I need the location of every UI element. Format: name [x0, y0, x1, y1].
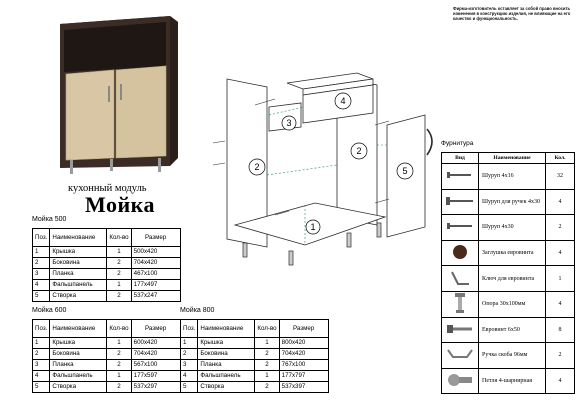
- table-row: [442, 266, 575, 292]
- fitting-name: Шуруп 4x30: [479, 215, 546, 241]
- fitting-name: Шуруп 4x16: [479, 164, 546, 190]
- cell: 500x420: [131, 247, 180, 258]
- cell: 1: [181, 338, 198, 349]
- fittings-table: [441, 152, 575, 394]
- table-row: [442, 317, 575, 343]
- fitting-qty: 2: [546, 215, 575, 241]
- cell: 537x297: [131, 382, 180, 393]
- cell: 2: [181, 349, 198, 360]
- screw-icon: [445, 169, 475, 181]
- cell: Планка: [50, 269, 107, 280]
- product-subtitle: кухонный модуль: [68, 183, 147, 194]
- cell: 704x420: [279, 349, 328, 360]
- table-row: [33, 247, 181, 258]
- col-name: Наименование: [50, 229, 107, 247]
- cell: 1: [107, 280, 131, 291]
- table-row: [442, 189, 575, 215]
- cell: 2: [107, 291, 131, 302]
- cell: 1: [33, 338, 50, 349]
- product-title: Мойка: [85, 192, 155, 217]
- cell: 177x797: [279, 371, 328, 382]
- cell: 2: [255, 349, 279, 360]
- hex-key-icon: [448, 268, 472, 288]
- cell: Створка: [198, 382, 255, 393]
- cell: 177x597: [131, 371, 180, 382]
- cell: 4: [33, 371, 50, 382]
- fitting-name: Шуруп для ручек 4x30: [479, 189, 546, 215]
- cell: Планка: [198, 360, 255, 371]
- fitting-name: Петля 4-шарнирная: [479, 368, 546, 394]
- cell: 1: [107, 338, 131, 349]
- cell: 3: [33, 360, 50, 371]
- col-size: Размер: [131, 320, 180, 338]
- table-row: [181, 371, 329, 382]
- cell: Крышка: [50, 338, 107, 349]
- table-row: [181, 349, 329, 360]
- fitting-qty: 8: [546, 317, 575, 343]
- table-row: [33, 291, 181, 302]
- cell: 2: [107, 382, 131, 393]
- cell: 5: [181, 382, 198, 393]
- callout-1-label: 1: [310, 222, 316, 232]
- table-row: [442, 343, 575, 369]
- fitting-qty: 32: [546, 164, 575, 190]
- table-row: [33, 382, 181, 393]
- table-row: [33, 360, 181, 371]
- table-row: [181, 338, 329, 349]
- cell: 537x247: [131, 291, 180, 302]
- cell: 1: [33, 247, 50, 258]
- fitting-name: Заглушка евровинта: [479, 240, 546, 266]
- cell: 800x420: [279, 338, 328, 349]
- col-name: Наименование: [479, 153, 546, 164]
- callout-5-label: 5: [402, 166, 408, 176]
- table-row: [33, 338, 181, 349]
- cell: Фальшпанель: [50, 371, 107, 382]
- cell: Боковина: [50, 349, 107, 360]
- table-row: [181, 382, 329, 393]
- fittings-title: Фурнитура: [441, 140, 474, 147]
- fitting-name: Ключ для евровинта: [479, 266, 546, 292]
- spec-caption-500: Мойка 500: [32, 216, 67, 223]
- cell: 3: [33, 269, 50, 280]
- cell: 537x397: [279, 382, 328, 393]
- cell: 600x420: [131, 338, 180, 349]
- disclaimer-text: Фирма-изготовитель оставляет за собой право вносить изменения в конструкцию изделия, не влияющие на его качество и функциональность.: [453, 6, 571, 22]
- spec-table-600: [32, 319, 181, 393]
- col-qty: Кол-во: [107, 320, 131, 338]
- cell: Фальшпанель: [198, 371, 255, 382]
- col-size: Размер: [131, 229, 180, 247]
- cell: 2: [255, 360, 279, 371]
- col-pos: Поз.: [33, 320, 50, 338]
- cell: Крышка: [198, 338, 255, 349]
- col-pos: Поз.: [181, 320, 198, 338]
- cell: Крышка: [50, 247, 107, 258]
- cell: 2: [107, 258, 131, 269]
- fitting-qty: 2: [546, 343, 575, 369]
- exploded-diagram: [205, 55, 440, 280]
- spec-caption-800: Мойка 800: [180, 307, 215, 314]
- table-row: [442, 291, 575, 317]
- screw-icon: [445, 220, 475, 232]
- fitting-name: Ручка скоба 96мм: [479, 343, 546, 369]
- callout-2-left-label: 2: [254, 162, 260, 172]
- cabinet-render: [50, 8, 190, 183]
- cell: 4: [181, 371, 198, 382]
- cell: 767x100: [279, 360, 328, 371]
- leg-icon: [450, 292, 470, 314]
- cell: 1: [255, 338, 279, 349]
- cell: 2: [107, 349, 131, 360]
- cell: Планка: [50, 360, 107, 371]
- col-qty: Кол-во: [107, 229, 131, 247]
- col-size: Размер: [279, 320, 328, 338]
- cell: Створка: [50, 291, 107, 302]
- callout-3-label: 3: [286, 118, 292, 128]
- spec-caption-600: Мойка 600: [32, 307, 67, 314]
- table-row: [33, 280, 181, 291]
- cell: 2: [33, 349, 50, 360]
- fitting-qty: 1: [546, 266, 575, 292]
- table-row: [33, 349, 181, 360]
- cell: Боковина: [198, 349, 255, 360]
- cell: Створка: [50, 382, 107, 393]
- fitting-qty: 4: [546, 291, 575, 317]
- cell: 1: [107, 371, 131, 382]
- cell: 177x497: [131, 280, 180, 291]
- table-row: [442, 215, 575, 241]
- cap-icon: [450, 242, 470, 262]
- fitting-name: Опора 30x100мм: [479, 291, 546, 317]
- cell: 1: [255, 371, 279, 382]
- table-row: [33, 371, 181, 382]
- spec-table-500: [32, 228, 181, 302]
- cell: 704x420: [131, 349, 180, 360]
- cell: 5: [33, 382, 50, 393]
- cell: 5: [33, 291, 50, 302]
- table-row: [181, 360, 329, 371]
- col-qty: Кол.: [546, 153, 575, 164]
- col-qty: Кол-во: [255, 320, 279, 338]
- eurobolt-icon: [445, 322, 475, 336]
- fitting-qty: 4: [546, 368, 575, 394]
- cell: 704x420: [131, 258, 180, 269]
- cell: 4: [33, 280, 50, 291]
- callout-4-label: 4: [340, 96, 346, 106]
- cell: 2: [107, 360, 131, 371]
- cell: 467x100: [131, 269, 180, 280]
- cell: Боковина: [50, 258, 107, 269]
- cell: 3: [181, 360, 198, 371]
- cell: 567x100: [131, 360, 180, 371]
- table-row: [33, 258, 181, 269]
- cell: Фальшпанель: [50, 280, 107, 291]
- table-row: [442, 240, 575, 266]
- handle-icon: [445, 347, 475, 361]
- handle-screw-icon: [444, 195, 476, 207]
- table-row: [442, 164, 575, 190]
- callout-2-right-label: 2: [356, 146, 362, 156]
- fitting-qty: 4: [546, 189, 575, 215]
- table-row: [442, 368, 575, 394]
- cell: 2: [255, 382, 279, 393]
- cell: 1: [107, 247, 131, 258]
- table-row: [33, 269, 181, 280]
- spec-table-800: [180, 319, 329, 393]
- col-pos: Поз.: [33, 229, 50, 247]
- fitting-name: Евровинт 6x50: [479, 317, 546, 343]
- col-name: Наименование: [50, 320, 107, 338]
- col-name: Наименование: [198, 320, 255, 338]
- cell: 2: [33, 258, 50, 269]
- fitting-qty: 4: [546, 240, 575, 266]
- hinge-icon: [445, 372, 475, 388]
- col-type: Вид: [442, 153, 479, 164]
- cell: 2: [107, 269, 131, 280]
